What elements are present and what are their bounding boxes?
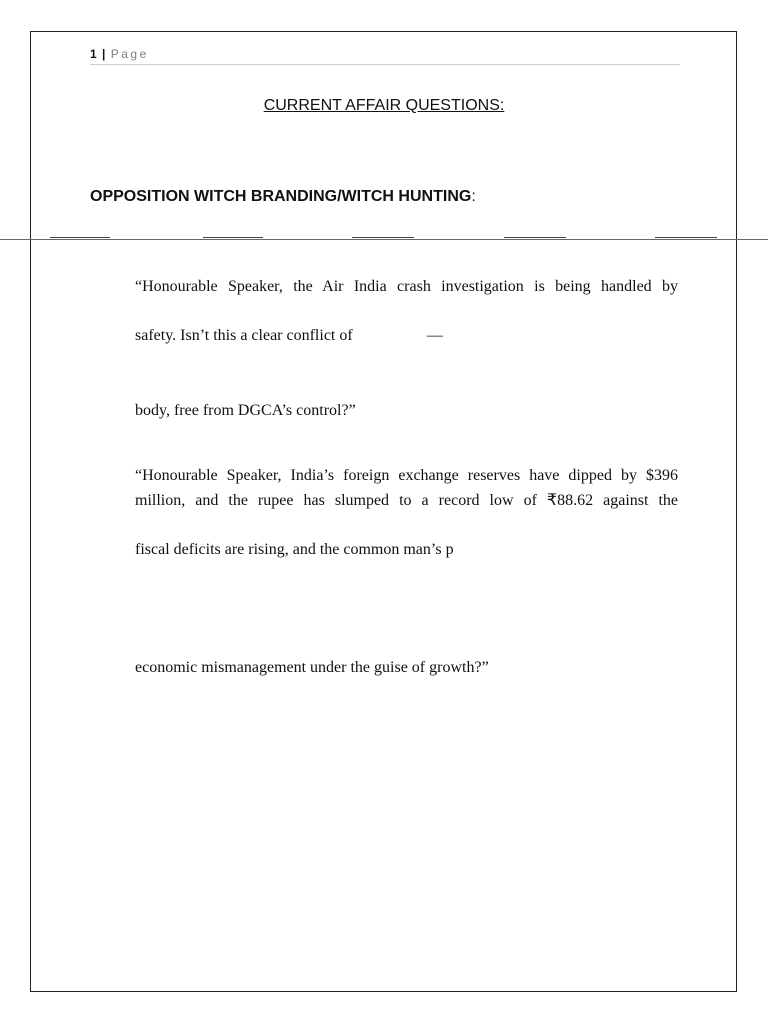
horizontal-divider [0, 239, 768, 240]
divider-segment [352, 237, 414, 238]
question-1-dash: — [427, 327, 443, 344]
page-number-separator: | [102, 47, 106, 61]
divider-segment [504, 237, 566, 238]
divider-segment [203, 237, 263, 238]
section-heading [90, 186, 476, 208]
question-2-line-2: million, and the rupee has slumped to a record low of ₹88.62 against the [135, 492, 678, 509]
question-1-line-2: safety. Isn’t this a clear conflict of [135, 327, 353, 344]
section-heading-text: OPPOSITION WITCH BRANDING/WITCH HUNTING [90, 188, 472, 205]
question-1-line-3: body, free from DGCA’s control?” [135, 402, 356, 419]
question-1-line-1: “Honourable Speaker, the Air India crash investigation is being handled by [135, 278, 678, 295]
question-2-line-4: economic mismanagement under the guise of growth?” [135, 659, 489, 676]
divider-segment [50, 237, 110, 238]
page-header [90, 46, 680, 65]
question-2-line-3: fiscal deficits are rising, and the common man’s p [135, 541, 454, 558]
question-2-line-1: “Honourable Speaker, India’s foreign exchange reserves have dipped by $396 [135, 467, 678, 484]
section-heading-colon: : [471, 188, 476, 205]
divider-segment [655, 237, 717, 238]
page-word: Page [110, 47, 149, 61]
document-title [0, 95, 768, 117]
document-title-text: CURRENT AFFAIR QUESTIONS: [263, 97, 505, 114]
page-number: 1 [90, 47, 97, 61]
